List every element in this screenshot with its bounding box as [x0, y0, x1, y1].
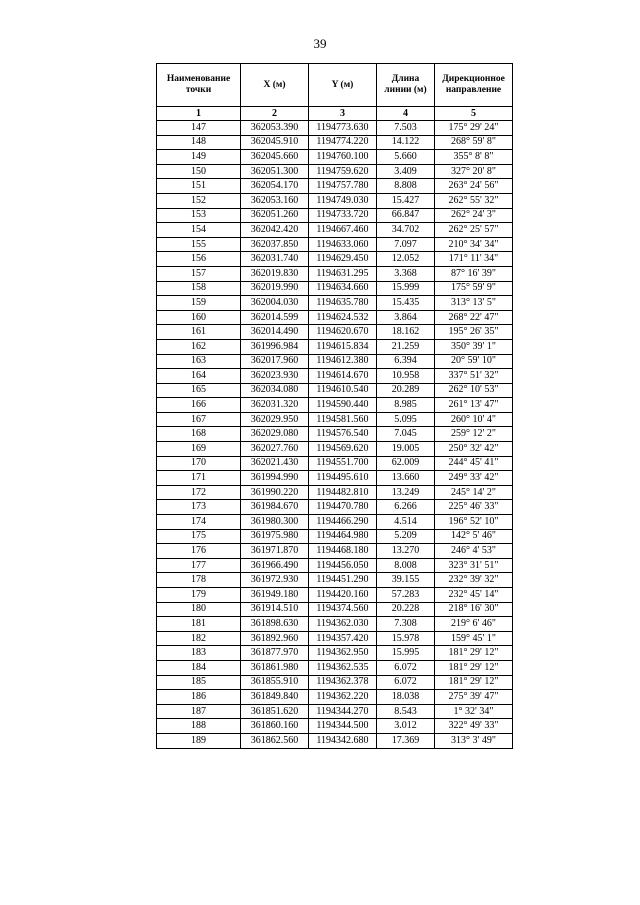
- x-cell: 362051.260: [241, 208, 309, 223]
- x-cell: 361892.960: [241, 631, 309, 646]
- direction-cell: 159° 45' 1": [435, 631, 513, 646]
- direction-cell: 87° 16' 39": [435, 266, 513, 281]
- column-number: 5: [435, 107, 513, 121]
- length-cell: 8.008: [377, 558, 435, 573]
- header-x: X (м): [241, 64, 309, 107]
- x-cell: 362029.080: [241, 427, 309, 442]
- length-cell: 10.958: [377, 369, 435, 384]
- table-row: [157, 573, 513, 588]
- point-name-cell: 172: [157, 485, 241, 500]
- x-cell: 361971.870: [241, 544, 309, 559]
- length-cell: 5.660: [377, 150, 435, 165]
- length-cell: 7.045: [377, 427, 435, 442]
- point-name-cell: 160: [157, 310, 241, 325]
- point-name-cell: 154: [157, 223, 241, 238]
- table-row: [157, 485, 513, 500]
- direction-cell: 322° 49' 33": [435, 719, 513, 734]
- point-name-cell: 186: [157, 690, 241, 705]
- length-cell: 5.209: [377, 529, 435, 544]
- point-name-cell: 152: [157, 193, 241, 208]
- header-y: Y (м): [309, 64, 377, 107]
- point-name-cell: 170: [157, 456, 241, 471]
- y-cell: 1194362.950: [309, 646, 377, 661]
- table-row: [157, 631, 513, 646]
- direction-cell: 181° 29' 12": [435, 675, 513, 690]
- x-cell: 361914.510: [241, 602, 309, 617]
- y-cell: 1194464.980: [309, 529, 377, 544]
- length-cell: 34.702: [377, 223, 435, 238]
- length-cell: 13.249: [377, 485, 435, 500]
- length-cell: 5.095: [377, 412, 435, 427]
- direction-cell: 175° 59' 9": [435, 281, 513, 296]
- length-cell: 3.368: [377, 266, 435, 281]
- x-cell: 361860.160: [241, 719, 309, 734]
- table-row: [157, 690, 513, 705]
- y-cell: 1194629.450: [309, 252, 377, 267]
- y-cell: 1194468.180: [309, 544, 377, 559]
- y-cell: 1194733.720: [309, 208, 377, 223]
- table-body: [157, 121, 513, 749]
- length-cell: 19.005: [377, 442, 435, 457]
- table-row: [157, 471, 513, 486]
- length-cell: 66.847: [377, 208, 435, 223]
- y-cell: 1194760.100: [309, 150, 377, 165]
- y-cell: 1194451.290: [309, 573, 377, 588]
- direction-cell: 210° 34' 34": [435, 237, 513, 252]
- length-cell: 15.978: [377, 631, 435, 646]
- y-cell: 1194357.420: [309, 631, 377, 646]
- point-name-cell: 171: [157, 471, 241, 486]
- direction-cell: 181° 29' 12": [435, 646, 513, 661]
- x-cell: 362023.930: [241, 369, 309, 384]
- table-row: [157, 515, 513, 530]
- length-cell: 7.308: [377, 617, 435, 632]
- y-cell: 1194634.660: [309, 281, 377, 296]
- table-row: [157, 558, 513, 573]
- x-cell: 361966.490: [241, 558, 309, 573]
- direction-cell: 142° 5' 46": [435, 529, 513, 544]
- length-cell: 13.270: [377, 544, 435, 559]
- direction-cell: 250° 32' 42": [435, 442, 513, 457]
- x-cell: 361877.970: [241, 646, 309, 661]
- direction-cell: 263° 24' 56": [435, 179, 513, 194]
- table-row: [157, 150, 513, 165]
- x-cell: 361990.220: [241, 485, 309, 500]
- x-cell: 362019.830: [241, 266, 309, 281]
- y-cell: 1194344.270: [309, 704, 377, 719]
- point-name-cell: 176: [157, 544, 241, 559]
- table-row: [157, 588, 513, 603]
- direction-cell: 327° 20' 8": [435, 164, 513, 179]
- direction-cell: 262° 55' 32": [435, 193, 513, 208]
- table-row: [157, 281, 513, 296]
- direction-cell: 232° 39' 32": [435, 573, 513, 588]
- x-cell: 362027.760: [241, 442, 309, 457]
- x-cell: 362019.990: [241, 281, 309, 296]
- y-cell: 1194633.060: [309, 237, 377, 252]
- table-row: [157, 252, 513, 267]
- point-name-cell: 165: [157, 383, 241, 398]
- x-cell: 361849.840: [241, 690, 309, 705]
- table-row: [157, 442, 513, 457]
- header-direction: Дирекционное направление: [435, 64, 513, 107]
- x-cell: 362037.850: [241, 237, 309, 252]
- point-name-cell: 166: [157, 398, 241, 413]
- table-row: [157, 719, 513, 734]
- length-cell: 8.985: [377, 398, 435, 413]
- x-cell: 362053.390: [241, 121, 309, 136]
- length-cell: 15.995: [377, 646, 435, 661]
- point-name-cell: 184: [157, 660, 241, 675]
- x-cell: 362029.950: [241, 412, 309, 427]
- table-row: [157, 266, 513, 281]
- x-cell: 361851.620: [241, 704, 309, 719]
- y-cell: 1194456.050: [309, 558, 377, 573]
- table-row: [157, 121, 513, 136]
- column-number: 4: [377, 107, 435, 121]
- y-cell: 1194590.440: [309, 398, 377, 413]
- length-cell: 15.435: [377, 296, 435, 311]
- point-name-cell: 173: [157, 500, 241, 515]
- table-row: [157, 427, 513, 442]
- direction-cell: 20° 59' 10": [435, 354, 513, 369]
- y-cell: 1194581.560: [309, 412, 377, 427]
- point-name-cell: 148: [157, 135, 241, 150]
- y-cell: 1194470.780: [309, 500, 377, 515]
- direction-cell: 260° 10' 4": [435, 412, 513, 427]
- length-cell: 18.038: [377, 690, 435, 705]
- table-header-row: [157, 64, 513, 107]
- direction-cell: 196° 52' 10": [435, 515, 513, 530]
- x-cell: 361994.990: [241, 471, 309, 486]
- table-row: [157, 179, 513, 194]
- length-cell: 6.072: [377, 660, 435, 675]
- point-name-cell: 157: [157, 266, 241, 281]
- length-cell: 21.259: [377, 339, 435, 354]
- length-cell: 8.543: [377, 704, 435, 719]
- direction-cell: 355° 8' 8": [435, 150, 513, 165]
- table-row: [157, 325, 513, 340]
- direction-cell: 259° 12' 2": [435, 427, 513, 442]
- point-name-cell: 163: [157, 354, 241, 369]
- point-name-cell: 182: [157, 631, 241, 646]
- point-name-cell: 149: [157, 150, 241, 165]
- table-row: [157, 354, 513, 369]
- x-cell: 362017.960: [241, 354, 309, 369]
- x-cell: 362042.420: [241, 223, 309, 238]
- column-number: 1: [157, 107, 241, 121]
- table-row: [157, 500, 513, 515]
- point-name-cell: 153: [157, 208, 241, 223]
- x-cell: 361898.630: [241, 617, 309, 632]
- point-name-cell: 167: [157, 412, 241, 427]
- coordinates-table: [156, 63, 513, 749]
- point-name-cell: 150: [157, 164, 241, 179]
- point-name-cell: 169: [157, 442, 241, 457]
- direction-cell: 246° 4' 53": [435, 544, 513, 559]
- x-cell: 361861.980: [241, 660, 309, 675]
- table-row: [157, 529, 513, 544]
- point-name-cell: 174: [157, 515, 241, 530]
- table-row: [157, 617, 513, 632]
- y-cell: 1194612.380: [309, 354, 377, 369]
- x-cell: 361996.984: [241, 339, 309, 354]
- length-cell: 6.266: [377, 500, 435, 515]
- x-cell: 362045.660: [241, 150, 309, 165]
- table-row: [157, 660, 513, 675]
- y-cell: 1194631.295: [309, 266, 377, 281]
- length-cell: 15.999: [377, 281, 435, 296]
- y-cell: 1194576.540: [309, 427, 377, 442]
- table-row: [157, 223, 513, 238]
- direction-cell: 262° 24' 3": [435, 208, 513, 223]
- direction-cell: 225° 46' 33": [435, 500, 513, 515]
- point-name-cell: 189: [157, 733, 241, 748]
- y-cell: 1194342.680: [309, 733, 377, 748]
- table-row: [157, 164, 513, 179]
- x-cell: 362031.740: [241, 252, 309, 267]
- table-row: [157, 193, 513, 208]
- y-cell: 1194374.560: [309, 602, 377, 617]
- y-cell: 1194344.500: [309, 719, 377, 734]
- length-cell: 12.052: [377, 252, 435, 267]
- direction-cell: 262° 10' 53": [435, 383, 513, 398]
- point-name-cell: 188: [157, 719, 241, 734]
- y-cell: 1194362.220: [309, 690, 377, 705]
- table-row: [157, 733, 513, 748]
- table-row: [157, 237, 513, 252]
- length-cell: 6.394: [377, 354, 435, 369]
- x-cell: 362004.030: [241, 296, 309, 311]
- y-cell: 1194420.160: [309, 588, 377, 603]
- point-name-cell: 177: [157, 558, 241, 573]
- direction-cell: 275° 39' 47": [435, 690, 513, 705]
- direction-cell: 268° 59' 8": [435, 135, 513, 150]
- point-name-cell: 164: [157, 369, 241, 384]
- x-cell: 362054.170: [241, 179, 309, 194]
- y-cell: 1194635.780: [309, 296, 377, 311]
- x-cell: 362034.080: [241, 383, 309, 398]
- table-row: [157, 675, 513, 690]
- direction-cell: 181° 29' 12": [435, 660, 513, 675]
- point-name-cell: 156: [157, 252, 241, 267]
- point-name-cell: 183: [157, 646, 241, 661]
- length-cell: 18.162: [377, 325, 435, 340]
- table-row: [157, 296, 513, 311]
- direction-cell: 244° 45' 41": [435, 456, 513, 471]
- point-name-cell: 168: [157, 427, 241, 442]
- direction-cell: 337° 51' 32": [435, 369, 513, 384]
- y-cell: 1194551.700: [309, 456, 377, 471]
- y-cell: 1194362.030: [309, 617, 377, 632]
- length-cell: 4.514: [377, 515, 435, 530]
- length-cell: 62.009: [377, 456, 435, 471]
- x-cell: 361862.560: [241, 733, 309, 748]
- length-cell: 20.289: [377, 383, 435, 398]
- point-name-cell: 151: [157, 179, 241, 194]
- y-cell: 1194362.378: [309, 675, 377, 690]
- point-name-cell: 162: [157, 339, 241, 354]
- point-name-cell: 161: [157, 325, 241, 340]
- direction-cell: 350° 39' 1": [435, 339, 513, 354]
- direction-cell: 232° 45' 14": [435, 588, 513, 603]
- length-cell: 15.427: [377, 193, 435, 208]
- length-cell: 7.503: [377, 121, 435, 136]
- length-cell: 3.864: [377, 310, 435, 325]
- y-cell: 1194495.610: [309, 471, 377, 486]
- direction-cell: 218° 16' 30": [435, 602, 513, 617]
- table-row: [157, 369, 513, 384]
- y-cell: 1194620.670: [309, 325, 377, 340]
- table-row: [157, 602, 513, 617]
- length-cell: 17.369: [377, 733, 435, 748]
- y-cell: 1194624.532: [309, 310, 377, 325]
- header-line-length: Длина линии (м): [377, 64, 435, 107]
- table-row: [157, 339, 513, 354]
- y-cell: 1194667.460: [309, 223, 377, 238]
- y-cell: 1194759.620: [309, 164, 377, 179]
- y-cell: 1194773.630: [309, 121, 377, 136]
- y-cell: 1194610.540: [309, 383, 377, 398]
- length-cell: 3.409: [377, 164, 435, 179]
- y-cell: 1194774.220: [309, 135, 377, 150]
- x-cell: 362014.599: [241, 310, 309, 325]
- direction-cell: 1° 32' 34": [435, 704, 513, 719]
- point-name-cell: 180: [157, 602, 241, 617]
- direction-cell: 313° 13' 5": [435, 296, 513, 311]
- direction-cell: 219° 6' 46": [435, 617, 513, 632]
- header-point-name: Наименование точки: [157, 64, 241, 107]
- point-name-cell: 179: [157, 588, 241, 603]
- direction-cell: 268° 22' 47": [435, 310, 513, 325]
- x-cell: 362014.490: [241, 325, 309, 340]
- x-cell: 361972.930: [241, 573, 309, 588]
- x-cell: 361980.300: [241, 515, 309, 530]
- length-cell: 39.155: [377, 573, 435, 588]
- x-cell: 362045.910: [241, 135, 309, 150]
- point-name-cell: 147: [157, 121, 241, 136]
- point-name-cell: 187: [157, 704, 241, 719]
- x-cell: 362031.320: [241, 398, 309, 413]
- x-cell: 362051.300: [241, 164, 309, 179]
- length-cell: 8.808: [377, 179, 435, 194]
- x-cell: 362053.160: [241, 193, 309, 208]
- direction-cell: 323° 31' 51": [435, 558, 513, 573]
- table-row: [157, 704, 513, 719]
- x-cell: 361984.670: [241, 500, 309, 515]
- point-name-cell: 178: [157, 573, 241, 588]
- x-cell: 361855.910: [241, 675, 309, 690]
- table-row: [157, 383, 513, 398]
- y-cell: 1194615.834: [309, 339, 377, 354]
- table-row: [157, 646, 513, 661]
- direction-cell: 249° 33' 42": [435, 471, 513, 486]
- page-number: 39: [313, 36, 327, 51]
- length-cell: 57.283: [377, 588, 435, 603]
- table-row: [157, 135, 513, 150]
- length-cell: 20.228: [377, 602, 435, 617]
- point-name-cell: 185: [157, 675, 241, 690]
- direction-cell: 261° 13' 47": [435, 398, 513, 413]
- y-cell: 1194482.810: [309, 485, 377, 500]
- y-cell: 1194362.535: [309, 660, 377, 675]
- length-cell: 3.012: [377, 719, 435, 734]
- x-cell: 362021.430: [241, 456, 309, 471]
- y-cell: 1194757.780: [309, 179, 377, 194]
- length-cell: 6.072: [377, 675, 435, 690]
- table-row: [157, 412, 513, 427]
- length-cell: 7.097: [377, 237, 435, 252]
- column-number: 2: [241, 107, 309, 121]
- y-cell: 1194614.670: [309, 369, 377, 384]
- point-name-cell: 175: [157, 529, 241, 544]
- y-cell: 1194749.030: [309, 193, 377, 208]
- x-cell: 361975.980: [241, 529, 309, 544]
- direction-cell: 195° 26' 35": [435, 325, 513, 340]
- table-row: [157, 544, 513, 559]
- y-cell: 1194569.620: [309, 442, 377, 457]
- table-row: [157, 398, 513, 413]
- direction-cell: 313° 3' 49": [435, 733, 513, 748]
- point-name-cell: 181: [157, 617, 241, 632]
- direction-cell: 171° 11' 34": [435, 252, 513, 267]
- column-number-row: [157, 107, 513, 121]
- table-row: [157, 456, 513, 471]
- x-cell: 361949.180: [241, 588, 309, 603]
- point-name-cell: 158: [157, 281, 241, 296]
- direction-cell: 245° 14' 2": [435, 485, 513, 500]
- y-cell: 1194466.290: [309, 515, 377, 530]
- length-cell: 14.122: [377, 135, 435, 150]
- point-name-cell: 159: [157, 296, 241, 311]
- table-row: [157, 310, 513, 325]
- direction-cell: 175° 29' 24": [435, 121, 513, 136]
- direction-cell: 262° 25' 57": [435, 223, 513, 238]
- length-cell: 13.660: [377, 471, 435, 486]
- column-number: 3: [309, 107, 377, 121]
- point-name-cell: 155: [157, 237, 241, 252]
- table-row: [157, 208, 513, 223]
